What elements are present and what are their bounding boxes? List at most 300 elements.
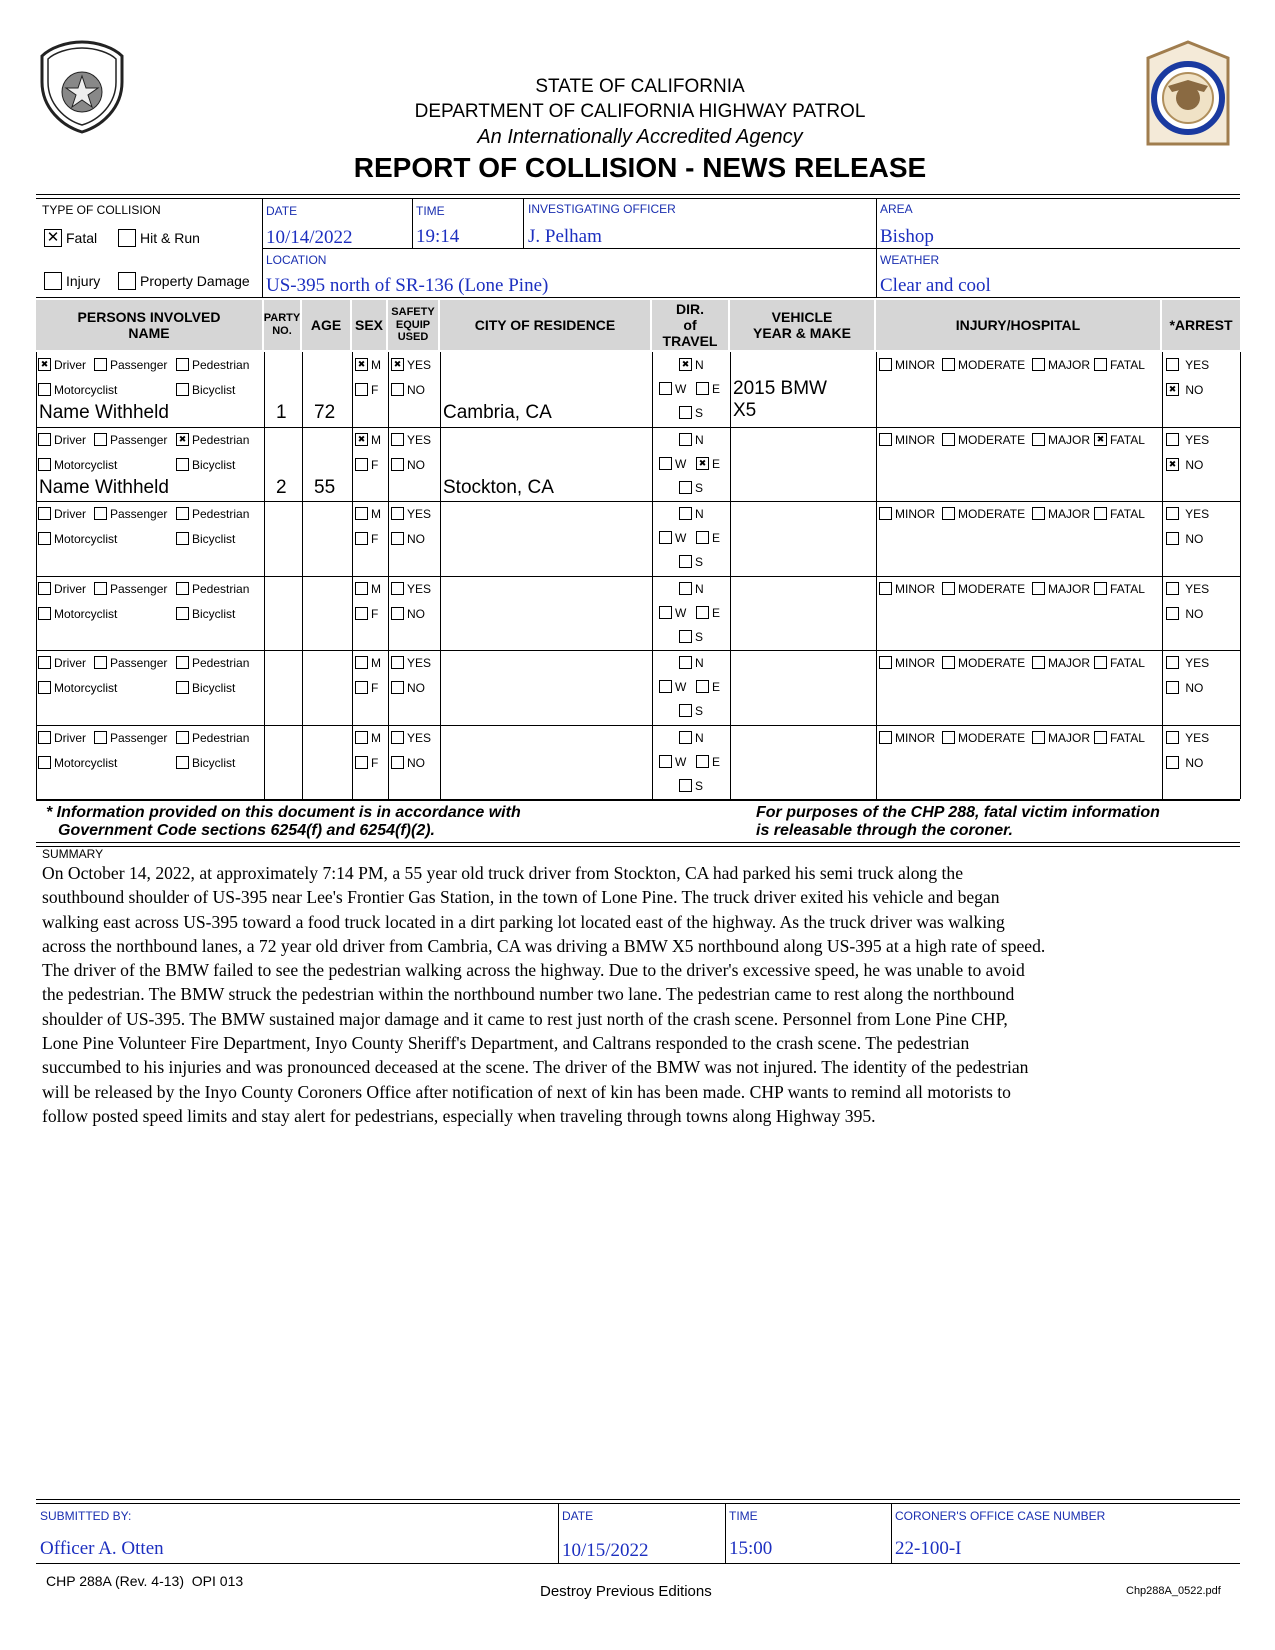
bicyclist-label: Bicyclist: [192, 606, 236, 621]
motorcyclist-checkbox[interactable]: [38, 681, 51, 694]
injury-minor-label: MINOR: [895, 730, 935, 745]
sex-f-checkbox[interactable]: [355, 458, 368, 471]
dir-n-checkbox[interactable]: [679, 656, 692, 669]
dir-w-label: W: [675, 456, 687, 471]
bicyclist-label: Bicyclist: [192, 383, 236, 397]
dir-w-label: W: [675, 531, 687, 545]
property-damage-checkbox[interactable]: [118, 272, 136, 290]
dir-n-label: N: [695, 581, 704, 596]
age-header: AGE: [302, 300, 350, 350]
injury-moderate-checkbox[interactable]: [942, 507, 955, 520]
safety-no-checkbox[interactable]: [391, 383, 404, 396]
dir-s-checkbox[interactable]: [679, 555, 692, 568]
dir-w-label: W: [675, 680, 687, 694]
safety-yes-label: YES: [407, 581, 432, 596]
driver-checkbox[interactable]: [38, 433, 51, 446]
dir-s-label: S: [695, 480, 704, 495]
injury-minor-checkbox[interactable]: [879, 507, 892, 520]
city-header: CITY OF RESIDENCE: [440, 300, 650, 350]
dir-s-label: S: [695, 629, 704, 644]
motorcyclist-checkbox[interactable]: [38, 532, 51, 545]
sex-m-label: M: [371, 730, 381, 745]
sex-m-label: M: [371, 432, 381, 447]
dir-n-label: N: [695, 507, 704, 521]
arrest-no-checkbox[interactable]: [1166, 756, 1179, 769]
dir-s-label: S: [695, 704, 704, 718]
pedestrian-label: Pedestrian: [192, 507, 250, 521]
dir-n-label: N: [695, 656, 704, 670]
motorcyclist-label: Motorcyclist: [54, 681, 118, 695]
department-heading: DEPARTMENT OF CALIFORNIA HIGHWAY PATROL: [414, 101, 866, 122]
coroner-case-value: 22-100-I: [895, 1538, 962, 1559]
dir-e-checkbox[interactable]: [696, 531, 709, 544]
destroy-previous-editions: Destroy Previous Editions: [540, 1583, 712, 1600]
arrest-no-checkbox[interactable]: [1166, 681, 1179, 694]
injury-major-label: MAJOR: [1048, 730, 1090, 745]
injury-moderate-label: MODERATE: [958, 581, 1026, 596]
arrest-no-label: NO: [1185, 681, 1204, 695]
pedestrian-checkbox[interactable]: [176, 433, 189, 446]
sex-m-label: M: [371, 507, 381, 521]
driver-label: Driver: [54, 656, 86, 670]
dir-s-checkbox[interactable]: [679, 630, 692, 643]
injury-fatal-checkbox[interactable]: [1094, 433, 1107, 446]
bicyclist-checkbox[interactable]: [176, 532, 189, 545]
injury-moderate-checkbox[interactable]: [942, 582, 955, 595]
arrest-no-label: NO: [1185, 755, 1204, 770]
sex-f-label: F: [371, 755, 379, 770]
sex-m-label: M: [371, 581, 381, 596]
sex-m-checkbox[interactable]: [355, 656, 368, 669]
passenger-label: Passenger: [110, 432, 168, 447]
injury-moderate-label: MODERATE: [958, 656, 1026, 670]
sex-m-checkbox[interactable]: [355, 731, 368, 744]
motorcyclist-label: Motorcyclist: [54, 457, 118, 472]
persons-involved-header: PERSONS INVOLVED NAME: [36, 300, 262, 350]
injury-moderate-label: MODERATE: [958, 358, 1026, 372]
arrest-no-checkbox[interactable]: [1166, 532, 1179, 545]
driver-checkbox[interactable]: [38, 582, 51, 595]
report-title: REPORT OF COLLISION - NEWS RELEASE: [353, 152, 927, 183]
city-of-residence: Cambria, CA: [443, 402, 552, 423]
pedestrian-checkbox[interactable]: [176, 731, 189, 744]
passenger-checkbox[interactable]: [94, 656, 107, 669]
pedestrian-checkbox[interactable]: [176, 582, 189, 595]
dir-e-label: E: [712, 680, 721, 694]
summary-line: succumbed to his injuries and was pronounced deceased at the scene. The driver of the BMW was not injured. The identity of the pedestrian: [42, 1057, 1029, 1078]
injury-checkbox[interactable]: [44, 272, 62, 290]
state-heading: STATE OF CALIFORNIA: [535, 76, 745, 97]
dir-e-checkbox[interactable]: [696, 606, 709, 619]
person-name: Name Withheld: [39, 402, 169, 423]
sex-f-checkbox[interactable]: [355, 607, 368, 620]
arrest-no-label: NO: [1185, 606, 1204, 621]
time-label: TIME: [416, 204, 445, 218]
driver-checkbox[interactable]: [38, 656, 51, 669]
sex-m-checkbox[interactable]: [355, 433, 368, 446]
safety-yes-checkbox[interactable]: [391, 358, 404, 371]
arrest-no-checkbox[interactable]: [1166, 458, 1179, 471]
pedestrian-checkbox[interactable]: [176, 358, 189, 371]
footer-time-label: TIME: [729, 1509, 758, 1523]
dir-n-label: N: [695, 358, 704, 372]
sex-f-checkbox[interactable]: [355, 383, 368, 396]
vehicle-year-make: 2015 BMW X5: [733, 378, 827, 421]
injury-major-label: MAJOR: [1048, 358, 1090, 372]
footer-time-value: 15:00: [729, 1538, 773, 1559]
motorcyclist-label: Motorcyclist: [54, 383, 118, 397]
weather-value: Clear and cool: [880, 275, 991, 296]
injury-minor-checkbox[interactable]: [879, 433, 892, 446]
safety-no-label: NO: [407, 755, 425, 770]
safety-no-checkbox[interactable]: [391, 756, 404, 769]
party-header: PARTY NO.: [264, 300, 300, 350]
passenger-checkbox[interactable]: [94, 507, 107, 520]
arrest-no-checkbox[interactable]: [1166, 607, 1179, 620]
passenger-label: Passenger: [110, 730, 168, 745]
injury-fatal-checkbox[interactable]: [1094, 507, 1107, 520]
area-value: Bishop: [880, 226, 934, 247]
summary-label: SUMMARY: [42, 847, 104, 861]
table-row: [36, 501, 1240, 576]
driver-label: Driver: [54, 507, 86, 521]
arrest-no-label: NO: [1185, 532, 1204, 546]
table-row: [36, 576, 1240, 651]
injury-major-label: MAJOR: [1048, 507, 1090, 521]
dir-w-checkbox[interactable]: [659, 606, 672, 619]
pedestrian-checkbox[interactable]: [176, 656, 189, 669]
arrest-yes-label: YES: [1185, 432, 1210, 447]
safety-no-label: NO: [407, 383, 425, 397]
injury-fatal-label: FATAL: [1110, 581, 1145, 596]
arrest-yes-checkbox[interactable]: [1166, 656, 1179, 669]
driver-label: Driver: [54, 358, 86, 372]
collision-type-hit-and-run[interactable]: [118, 229, 200, 247]
arrest-yes-label: YES: [1185, 656, 1210, 670]
time-value: 19:14: [416, 226, 460, 247]
summary-line: follow posted speed limits and stay alert for pedestrians, especially when traveling through towns along Highway 395.: [42, 1105, 876, 1126]
injury-fatal-label: FATAL: [1110, 507, 1145, 521]
injury-major-checkbox[interactable]: [1032, 582, 1045, 595]
injury-label: Injury: [66, 273, 101, 289]
dir-w-label: W: [675, 382, 687, 396]
injury-minor-label: MINOR: [895, 358, 935, 372]
dir-e-checkbox[interactable]: [696, 755, 709, 768]
injury-major-checkbox[interactable]: [1032, 731, 1045, 744]
arrest-header: *ARREST: [1162, 300, 1240, 350]
summary-line: walking east across US-395 toward a food truck located in a dirt parking lot located east of the highway. As the truck driver was walking: [42, 911, 1005, 932]
dir-s-label: S: [695, 406, 704, 420]
safety-no-checkbox[interactable]: [391, 458, 404, 471]
sex-f-checkbox[interactable]: [355, 532, 368, 545]
injury-moderate-checkbox[interactable]: [942, 358, 955, 371]
dir-w-checkbox[interactable]: [659, 382, 672, 395]
motorcyclist-checkbox[interactable]: [38, 458, 51, 471]
injury-moderate-label: MODERATE: [958, 730, 1026, 745]
dir-n-checkbox[interactable]: [679, 507, 692, 520]
arrest-yes-label: YES: [1185, 358, 1210, 372]
safety-no-checkbox[interactable]: [391, 607, 404, 620]
dir-e-checkbox[interactable]: [696, 457, 709, 470]
collision-type-property-damage[interactable]: [118, 272, 250, 290]
dir-w-checkbox[interactable]: [659, 755, 672, 768]
dir-n-checkbox[interactable]: [679, 358, 692, 371]
property-damage-label: Property Damage: [140, 273, 250, 289]
dir-s-label: S: [695, 778, 704, 793]
person-name: Name Withheld: [39, 476, 169, 498]
party-number: 1: [276, 402, 287, 423]
summary-line: across the northbound lanes, a 72 year old driver from Cambria, CA was driving a BMW X5 northbound along US-395 at a high rate of speed.: [42, 935, 1046, 956]
safety-yes-label: YES: [407, 432, 432, 447]
injury-moderate-checkbox[interactable]: [942, 433, 955, 446]
summary-text: [42, 861, 1242, 1128]
safety-no-checkbox[interactable]: [391, 532, 404, 545]
passenger-checkbox[interactable]: [94, 433, 107, 446]
fatal-checkbox[interactable]: [44, 229, 62, 247]
passenger-label: Passenger: [110, 507, 168, 521]
passenger-label: Passenger: [110, 581, 168, 596]
direction-header: DIR. of TRAVEL: [652, 300, 728, 350]
submitted-by-value: Officer A. Otten: [40, 1538, 164, 1559]
bicyclist-label: Bicyclist: [192, 532, 236, 546]
area-label: AREA: [880, 202, 913, 216]
sex-m-checkbox[interactable]: [355, 358, 368, 371]
passenger-checkbox[interactable]: [94, 582, 107, 595]
driver-checkbox[interactable]: [38, 731, 51, 744]
dir-s-checkbox[interactable]: [679, 704, 692, 717]
injury-minor-checkbox[interactable]: [879, 358, 892, 371]
footer-date-label: DATE: [562, 1509, 594, 1523]
dir-e-label: E: [712, 605, 721, 620]
safety-no-checkbox[interactable]: [391, 681, 404, 694]
dir-s-label: S: [695, 555, 704, 569]
driver-label: Driver: [54, 730, 86, 745]
dir-e-label: E: [712, 382, 721, 396]
party-number: 2: [276, 476, 287, 498]
arrest-yes-checkbox[interactable]: [1166, 433, 1179, 446]
sex-m-checkbox[interactable]: [355, 507, 368, 520]
bicyclist-checkbox[interactable]: [176, 383, 189, 396]
dir-e-label: E: [712, 754, 721, 769]
injury-fatal-label: FATAL: [1110, 656, 1145, 670]
injury-minor-checkbox[interactable]: [879, 582, 892, 595]
dir-n-checkbox[interactable]: [679, 433, 692, 446]
footer-date-value: 10/15/2022: [562, 1540, 649, 1561]
sex-f-checkbox[interactable]: [355, 756, 368, 769]
passenger-checkbox[interactable]: [94, 731, 107, 744]
summary-line: shoulder of US-395. The BMW sustained major damage and it came to rest just north of the crash scene. Personnel from Lone Pine CHP,: [42, 1008, 1008, 1029]
sex-m-checkbox[interactable]: [355, 582, 368, 595]
table-row: [36, 352, 1240, 427]
dir-s-checkbox[interactable]: [679, 406, 692, 419]
date-label: DATE: [266, 204, 298, 218]
collision-type-injury[interactable]: [44, 272, 100, 290]
safety-no-label: NO: [407, 681, 425, 695]
type-of-collision-label: TYPE OF COLLISION: [42, 203, 161, 217]
injury-fatal-label: FATAL: [1110, 730, 1145, 745]
sex-f-checkbox[interactable]: [355, 681, 368, 694]
table-row: [36, 650, 1240, 725]
passenger-checkbox[interactable]: [94, 358, 107, 371]
motorcyclist-checkbox[interactable]: [38, 607, 51, 620]
dir-n-checkbox[interactable]: [679, 731, 692, 744]
location-label: LOCATION: [266, 253, 327, 267]
bicyclist-checkbox[interactable]: [176, 607, 189, 620]
injury-major-label: MAJOR: [1048, 581, 1090, 596]
bicyclist-label: Bicyclist: [192, 457, 236, 472]
safety-no-label: NO: [407, 532, 425, 546]
bicyclist-checkbox[interactable]: [176, 458, 189, 471]
dir-e-label: E: [712, 531, 721, 545]
pedestrian-label: Pedestrian: [192, 358, 250, 372]
injury-fatal-label: FATAL: [1110, 358, 1145, 372]
sex-f-label: F: [371, 606, 379, 621]
dir-s-checkbox[interactable]: [679, 481, 692, 494]
sex-header: SEX: [352, 300, 386, 350]
injury-moderate-label: MODERATE: [958, 507, 1026, 521]
injury-minor-label: MINOR: [895, 656, 935, 670]
safety-yes-label: YES: [407, 507, 432, 521]
bicyclist-checkbox[interactable]: [176, 756, 189, 769]
dir-n-label: N: [695, 730, 704, 745]
arrest-yes-checkbox[interactable]: [1166, 358, 1179, 371]
form-id: CHP 288A (Rev. 4-13) OPI 013: [46, 1573, 244, 1589]
injury-minor-label: MINOR: [895, 581, 935, 596]
legal-note-left: * Information provided on this document is in accordance with Government Code sections 6254(f) and 6254(f)(2).: [46, 804, 521, 839]
injury-minor-checkbox[interactable]: [879, 731, 892, 744]
driver-checkbox[interactable]: [38, 358, 51, 371]
vehicle-header: VEHICLE YEAR & MAKE: [730, 300, 874, 350]
pedestrian-label: Pedestrian: [192, 432, 250, 447]
submitted-by-label: SUBMITTED BY:: [40, 1509, 132, 1523]
sex-f-label: F: [371, 383, 379, 397]
arrest-no-checkbox[interactable]: [1166, 383, 1179, 396]
safety-yes-label: YES: [407, 730, 432, 745]
hit-and-run-label: Hit & Run: [140, 230, 200, 246]
driver-checkbox[interactable]: [38, 507, 51, 520]
passenger-label: Passenger: [110, 358, 168, 372]
table-row: [36, 427, 1240, 502]
city-of-residence: Stockton, CA: [443, 476, 554, 498]
injury-moderate-checkbox[interactable]: [942, 656, 955, 669]
sex-m-label: M: [371, 358, 381, 372]
location-value: US-395 north of SR-136 (Lone Pine): [266, 275, 549, 296]
sex-f-label: F: [371, 457, 379, 472]
arrest-yes-checkbox[interactable]: [1166, 731, 1179, 744]
dir-n-checkbox[interactable]: [679, 582, 692, 595]
injury-fatal-checkbox[interactable]: [1094, 731, 1107, 744]
accreditation-seal-logo: [1144, 40, 1232, 148]
agency-subtitle: An Internationally Accredited Agency: [477, 126, 803, 148]
dir-w-label: W: [675, 754, 687, 769]
injury-major-checkbox[interactable]: [1032, 433, 1045, 446]
safety-no-label: NO: [407, 457, 425, 472]
summary-line: the pedestrian. The BMW struck the pedestrian within the northbound number two lane. The pedestrian came to rest along the northbound: [42, 984, 1015, 1005]
safety-no-label: NO: [407, 606, 425, 621]
arrest-yes-label: YES: [1185, 581, 1210, 596]
dir-e-checkbox[interactable]: [696, 382, 709, 395]
age: 55: [314, 476, 336, 498]
injury-major-checkbox[interactable]: [1032, 507, 1045, 520]
injury-moderate-checkbox[interactable]: [942, 731, 955, 744]
legal-note-right: For purposes of the CHP 288, fatal victim information is releasable through the coroner.: [756, 804, 1160, 839]
persons-table: [36, 300, 1240, 800]
pedestrian-checkbox[interactable]: [176, 507, 189, 520]
safety-yes-checkbox[interactable]: [391, 731, 404, 744]
injury-moderate-label: MODERATE: [958, 432, 1026, 447]
bicyclist-label: Bicyclist: [192, 755, 236, 770]
dir-s-checkbox[interactable]: [679, 779, 692, 792]
arrest-yes-checkbox[interactable]: [1166, 582, 1179, 595]
weather-label: WEATHER: [880, 253, 940, 267]
injury-minor-label: MINOR: [895, 507, 935, 521]
injury-minor-checkbox[interactable]: [879, 656, 892, 669]
safety-yes-checkbox[interactable]: [391, 656, 404, 669]
coroner-case-label: CORONER'S OFFICE CASE NUMBER: [895, 1509, 1106, 1523]
motorcyclist-checkbox[interactable]: [38, 383, 51, 396]
safety-yes-label: YES: [407, 656, 432, 670]
fatal-label: Fatal: [66, 230, 98, 246]
injury-major-label: MAJOR: [1048, 432, 1090, 447]
summary-line: southbound shoulder of US-395 near Lee's Frontier Gas Station, in the town of Lone Pine. The truck driver exited his vehicle and began: [42, 887, 1000, 908]
injury-major-checkbox[interactable]: [1032, 656, 1045, 669]
safety-yes-checkbox[interactable]: [391, 433, 404, 446]
sex-m-label: M: [371, 656, 381, 670]
collision-type-fatal[interactable]: [44, 229, 97, 247]
arrest-yes-label: YES: [1185, 730, 1210, 745]
injury-major-checkbox[interactable]: [1032, 358, 1045, 371]
dir-w-checkbox[interactable]: [659, 531, 672, 544]
motorcyclist-label: Motorcyclist: [54, 606, 118, 621]
dir-w-checkbox[interactable]: [659, 680, 672, 693]
injury-fatal-checkbox[interactable]: [1094, 656, 1107, 669]
injury-fatal-label: FATAL: [1110, 432, 1145, 447]
driver-label: Driver: [54, 581, 86, 596]
safety-yes-checkbox[interactable]: [391, 582, 404, 595]
arrest-yes-checkbox[interactable]: [1166, 507, 1179, 520]
bicyclist-label: Bicyclist: [192, 681, 236, 695]
dir-n-label: N: [695, 432, 704, 447]
passenger-label: Passenger: [110, 656, 168, 670]
pedestrian-label: Pedestrian: [192, 656, 250, 670]
motorcyclist-label: Motorcyclist: [54, 532, 118, 546]
injury-fatal-checkbox[interactable]: [1094, 358, 1107, 371]
file-name: Chp288A_0522.pdf: [1126, 1585, 1221, 1597]
arrest-no-label: NO: [1185, 383, 1204, 397]
injury-major-label: MAJOR: [1048, 656, 1090, 670]
injury-fatal-checkbox[interactable]: [1094, 582, 1107, 595]
date-value: 10/14/2022: [266, 227, 353, 248]
pedestrian-label: Pedestrian: [192, 730, 250, 745]
dir-w-checkbox[interactable]: [659, 457, 672, 470]
arrest-yes-label: YES: [1185, 507, 1210, 521]
bicyclist-checkbox[interactable]: [176, 681, 189, 694]
injury-header: INJURY/HOSPITAL: [876, 300, 1160, 350]
hit-and-run-checkbox[interactable]: [118, 229, 136, 247]
age: 72: [314, 402, 336, 423]
injury-minor-label: MINOR: [895, 432, 935, 447]
dir-e-label: E: [712, 456, 721, 471]
sex-f-label: F: [371, 532, 379, 546]
motorcyclist-label: Motorcyclist: [54, 755, 118, 770]
chp-badge-logo: [36, 38, 128, 136]
safety-equip-header: SAFETY EQUIP USED: [388, 300, 438, 350]
sex-f-label: F: [371, 681, 379, 695]
motorcyclist-checkbox[interactable]: [38, 756, 51, 769]
safety-yes-checkbox[interactable]: [391, 507, 404, 520]
dir-e-checkbox[interactable]: [696, 680, 709, 693]
pedestrian-label: Pedestrian: [192, 581, 250, 596]
